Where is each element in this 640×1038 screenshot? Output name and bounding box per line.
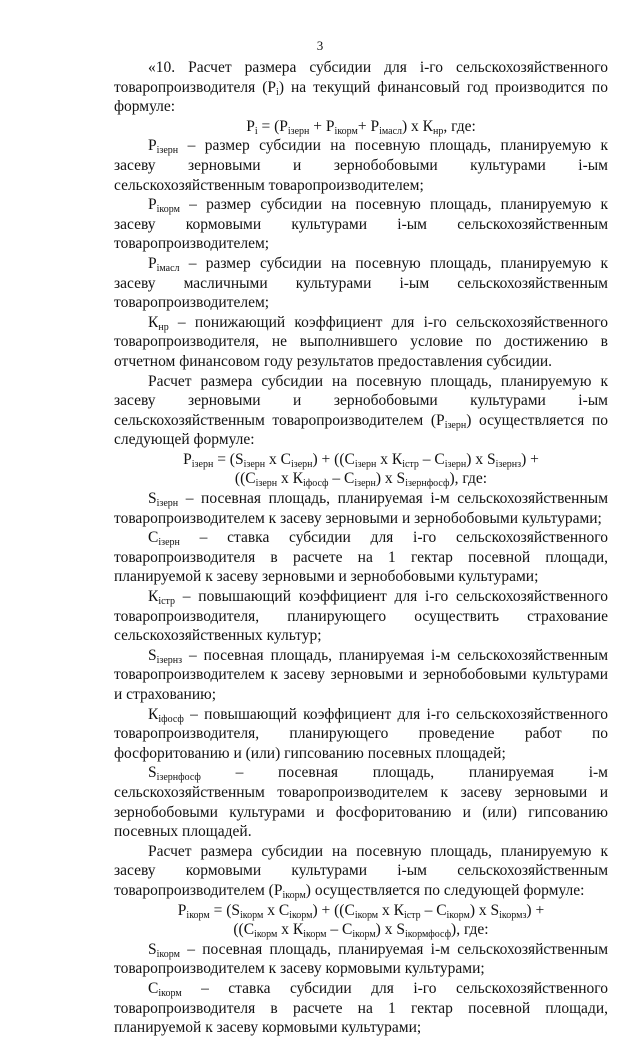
formula-p-zern-line1: $P_{iзерн} = (S_{iзерн}$ x $С_{iзерн}) + ((С_{iзерн}$ x $К_{iстр} - С_{iзерн}$) x $S_{iзернз}$) + [183, 450, 539, 470]
paragraph-korm-intro: Расчет размера субсидии на посевную площадь, планируемую к засеву кормовыми культурами i-ым сельскохозяйственным товаропроизводителем $(P_{iкорм})$ осуществляется по следующей формуле: [114, 842, 608, 901]
formula-p-i: $P_i = (P_{iзерн} + P_{iкорм}+ P_{iмасл})$ x $К_{нр}$, где: [246, 117, 476, 137]
paragraph-def-p-masl: $P_{iмасл}$ – размер субсидии на посевную площадь, планируемую к засеву масличными культурами i-ым сельскохозяйственным товаропроизводителем; [114, 254, 608, 312]
formula-p-korm-line1: $P_{iкорм} = (S_{iкорм}$ x $С_{iкорм}) + ((С_{iкорм}$ x $К_{iстр} - С_{iкорм}$) x $S_{iкормз}$) + [177, 901, 545, 921]
paragraph-def-s-zern: $S_{iзерн}$ – посевная площадь, планируемая i-м сельскохозяйственным товаропроизводителем к засеву зерновыми и зернобобовыми культурами; [114, 490, 608, 527]
formula-p-zern-line2: (($С_{iзерн}$ x $К_{iфосф} - С_{iзерн}$) x $S_{iзернфосф}$), где: [234, 470, 488, 490]
paragraph-zern-intro: Расчет размера субсидии на посевную площадь, планируемую к засеву зерновыми и зернобобовыми культурами i-ым сельскохозяйственным товаропроизводителем $(P_{iзерн})$ осуществляется по следующей формуле: [114, 372, 608, 449]
paragraph-def-s-zern-z: $S_{iзернз}$ – посевная площадь, планируемая i-м сельскохозяйственным товаропроизводителем к засеву зерновыми и зернобобовыми культурами и страхованию; [114, 646, 608, 703]
document-body [114, 58, 608, 1038]
paragraph-def-k-nr: $К_{нр}$ – понижающий коэффициент для i-го сельскохозяйственного товаропроизводителя, не выполнившего условие по достижению в отчетном финансовом году результатов предоставления субсидии. [114, 313, 608, 370]
page-number: 3 [316, 38, 324, 53]
paragraph-def-c-korm: $С_{iкорм}$ – ставка субсидии для i-го сельскохозяйственного товаропроизводителя в расчете на 1 гектар посевной площади, планируемой к засеву кормовыми культурами; [114, 979, 608, 1037]
paragraph-intro: «10. Расчет размера субсидии для i-го сельскохозяйственного товаропроизводителя $(P_i)$ на текущий финансовый год производится по формуле: [114, 59, 608, 116]
formula-p-korm-line2: (($С_{iкорм}$ x $К_{iкорм} - С_{iкорм}$) x $S_{iкормфосф}$), где: [233, 921, 489, 941]
paragraph-def-p-zern: $P_{iзерн}$ – размер субсидии на посевную площадь, планируемую к засеву зерновыми и зернобобовыми культурами i-ым сельскохозяйственным товаропроизводителем; [114, 137, 608, 194]
paragraph-def-s-korm: $S_{iкорм}$ – посевная площадь, планируемая i-м сельскохозяйственным товаропроизводителем к засеву кормовыми культурами; [114, 940, 608, 978]
paragraph-def-p-korm: $P_{iкорм}$ – размер субсидии на посевную площадь, планируемую к засеву кормовыми культурами i-ым сельскохозяйственным товаропроизводителем; [114, 196, 608, 253]
paragraph-def-k-str: $К_{iстр}$ – повышающий коэффициент для i-го сельскохозяйственного товаропроизводителя, планирующего осуществить страхование сельскохозяйственных культур; [114, 588, 608, 645]
paragraph-def-s-zern-fosf: $S_{iзернфосф}$ – посевная площадь, планируемая i-м сельскохозяйственным товаропроизводителем к засеву зерновыми и зернобобовыми культурами и фосфоритованию и (или) гипсованию посевных площадей. [114, 764, 608, 841]
paragraph-def-c-zern: $С_{iзерн}$ – ставка субсидии для i-го сельскохозяйственного товаропроизводителя в расчете на 1 гектар посевной площади, планируемой к засеву зерновыми и зернобобовыми культурами; [114, 529, 608, 586]
paragraph-def-k-fosf: $К_{iфосф}$ – повышающий коэффициент для i-го сельскохозяйственного товаропроизводителя, планирующего проведение работ по фосфоритованию и (или) гипсованию посевных площадей; [114, 705, 608, 762]
